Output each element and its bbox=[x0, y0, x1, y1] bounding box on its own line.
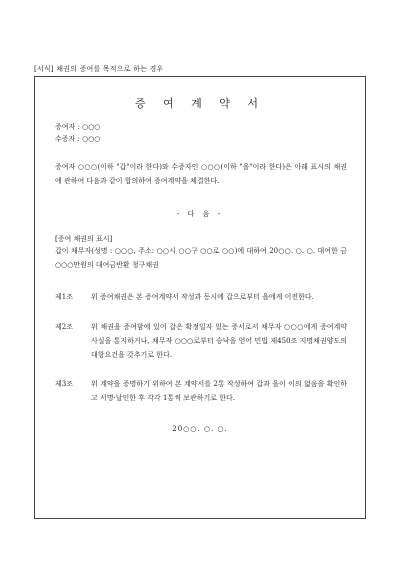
article-2 bbox=[55, 320, 347, 362]
article-text: 위 증여채권은 본 증여계약서 작성과 동시에 갑으로부터 을에게 이전한다. bbox=[91, 293, 314, 301]
document-title: 증 여 계 약 서 bbox=[134, 97, 266, 110]
claim-description: 갑이 채무자(성명 : ○○○, 주소: ○○시 ○○구 ○○로 ○○)에 대하여 20○○. ○. ○. 대여한 금 ○○○만원의 대여금반환 청구채권 bbox=[55, 247, 347, 269]
article-number: 제3조 bbox=[55, 380, 73, 388]
contract-frame bbox=[34, 76, 366, 519]
donee-line: 수증자 : ○○○ bbox=[55, 135, 101, 143]
donor-line: 증여자 : ○○○ bbox=[55, 123, 101, 131]
article-text: 위 계약을 증명하기 위하여 본 계약서를 2통 작성하여 갑과 을이 이의 없음을 확인하고 서명·날인한 후 각각 1통씩 보관하기로 한다. bbox=[91, 380, 347, 402]
article-number: 제2조 bbox=[55, 323, 73, 331]
intro-paragraph: 증여자 ○○○(이하 "갑"이라 한다)와 수증자인 ○○○(이하 "을"이라 한다)은 아래 표시의 채권에 관하여 다음과 같이 합의하여 증여계약을 체결한다. bbox=[55, 163, 347, 185]
article-text: 위 채권을 증여함에 있어 갑은 확정일자 있는 증서로서 채무자 ○○○에게 증여계약사실을 통지하거나, 채무자 ○○○로부터 승낙을 얻어 민법 제450조 지명채권양도의 대항요건을 갖추기로 한다. bbox=[91, 323, 347, 359]
article-number: 제1조 bbox=[55, 293, 73, 301]
form-caption: [서식] 채권의 증여를 목적으로 하는 경우 bbox=[34, 65, 164, 73]
article-1 bbox=[55, 290, 347, 304]
contract-date: 20○○. ○. ○. bbox=[172, 425, 228, 433]
article-3 bbox=[55, 377, 347, 405]
section-separator: - 다 음 - bbox=[177, 210, 223, 218]
claim-heading: [증여 채권의 표시] bbox=[55, 235, 113, 243]
